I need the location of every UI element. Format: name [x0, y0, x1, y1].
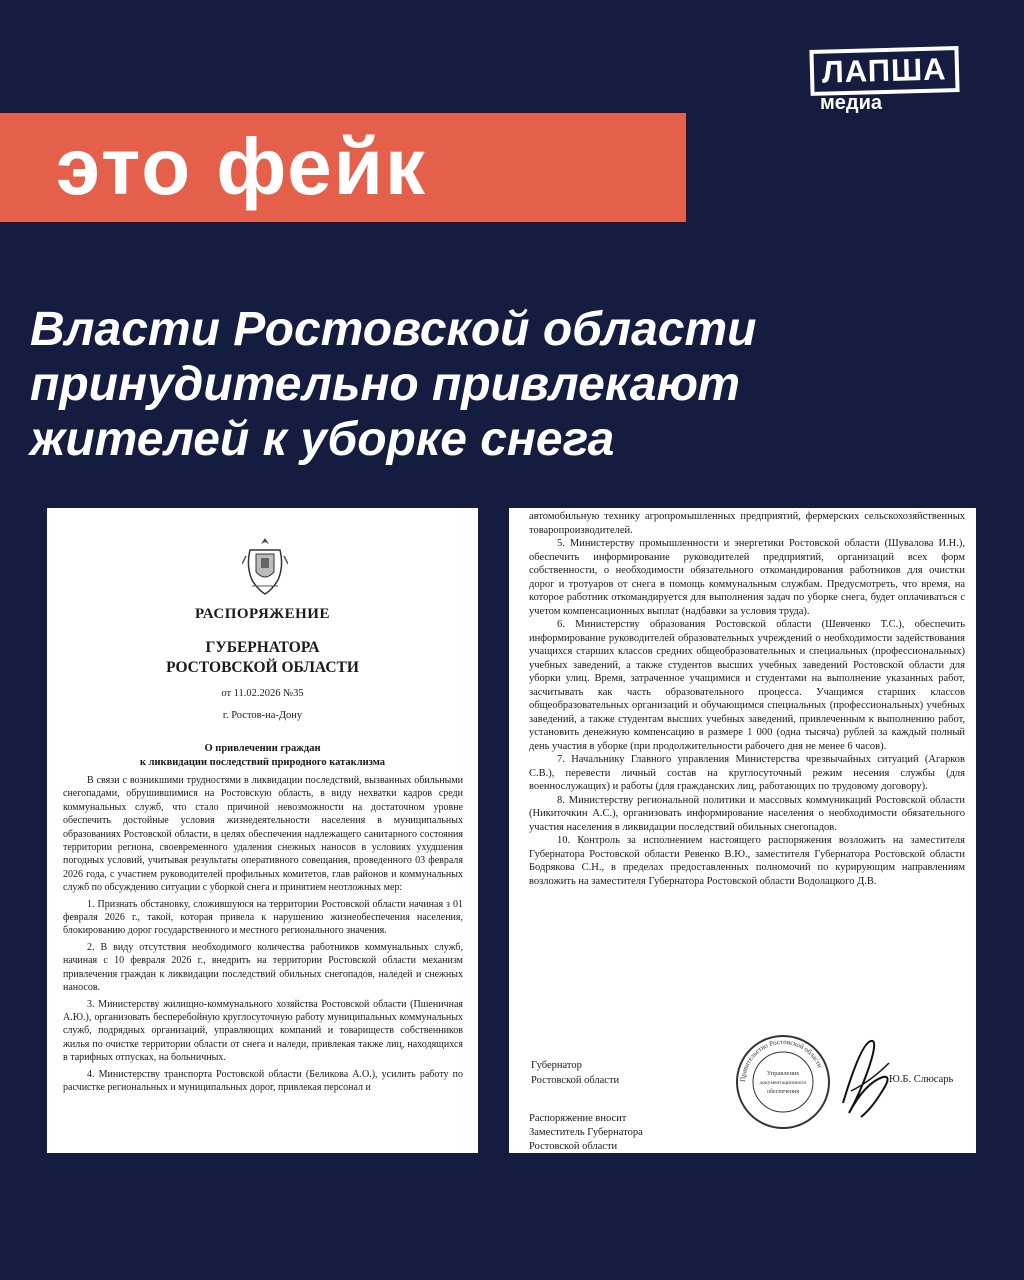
document-paragraph: 2. В виду отсутствия необходимого количества работников коммунальных служб, начиная с 10 февраля 2026 г., внедрить на территории Ростовской области механизм привлечения граждан к ликвидации последствий обильных снегопадов, наледей и снежных наносов. [63, 941, 463, 994]
seal-center-line: документационного [759, 1080, 807, 1086]
document-page-1 [47, 508, 478, 1153]
document-paragraph: 1. Признать обстановку, сложившуюся на территории Ростовской области начиная з 01 февраля 2026 г., такой, которая привела к нарушению жизнеобеспечения населения, блокированию дорог государственного и местного регионального значения. [63, 898, 463, 937]
seal-center-line: обеспечения [766, 1089, 800, 1095]
fake-banner [0, 113, 686, 222]
document-body [63, 774, 463, 1097]
document-date: от 11.02.2026 №35 [221, 688, 304, 699]
coat-of-arms-icon [242, 536, 288, 596]
document-footer [529, 1112, 643, 1153]
document-paragraph: 3. Министерству жилищно-коммунального хозяйства Ростовской области (Пшеничная А.Ю.), организовать бесперебойную круглосуточную работу муниципальных коммунальных служб, подрядных организаций, управляющих компаний и товариществ собственников жилья по очистке территории области от снега и наледи, привлекая также лиц, находящихся в тарифных отпусках, на больничных. [63, 998, 463, 1064]
seal-center-line: Управление [766, 1070, 800, 1077]
lapsha-media-logo [810, 48, 988, 120]
document-title: РАСПОРЯЖЕНИЕ [195, 606, 330, 622]
signatory-title [531, 1058, 619, 1088]
document-paragraph: 5. Министерству промышленности и энергетики Ростовской области (Шувалова И.Н.), обеспечить информирование руководителей предприятий, организаций всех форм собственности, о необходимости обязательного откомандирования работников для очистки дорог и тротуаров от снега в помощь коммунальным службам. Предусмотреть, что время, на которое работник откомандируется для выполнения задач по уборке снега, будет оплачиваться с учетом компенсационных выплат (надбавки за условия труда). [529, 538, 965, 617]
subject-line: к ликвидации последствий природного катаклизма [139, 757, 386, 768]
document-body [529, 510, 965, 888]
footer-line: Ростовской области [529, 1141, 618, 1152]
footer-line: Распоряжение вносит [529, 1113, 627, 1124]
headline-line: принудительно привлекают [30, 358, 741, 411]
headline-line: Власти Ростовской области [30, 303, 757, 356]
logo-main-text: ЛАПША [809, 46, 959, 96]
document-page-2 [509, 508, 976, 1153]
seal-ring-text: Правительство Ростовской области [738, 1037, 824, 1083]
document-paragraph: В связи с возникшими трудностями в ликвидации последствий, вызванных обильными снегопадами, обрушившимися на Ростовскую область, в виду нехватки кадров среди коммунальных служб, что стало причиной невозможности на достаточном уровне обеспечить достойные условия жизнедеятельности населения в муниципальных образованиях Ростовской области, в целях обеспечения надлежащего санитарного состояния территории региона, своевременного удаления снежных наносов в условиях ухудшения погодных условий, учитывая результаты оперативного совещания, проведенного 03 февраля 2026 года, с участием руководителей профильных комитетов, глав районов и коммунальных служб по обсуждению ситуации с уборкой снега и принятием неотложных мер: [63, 775, 463, 894]
official-seal-icon [734, 1033, 832, 1131]
signatory-title-line: Губернатор [531, 1060, 582, 1071]
document-subject [47, 742, 478, 770]
headline [30, 302, 990, 467]
signatory-title-line: Ростовской области [531, 1075, 620, 1086]
document-paragraph: 7. Начальнику Главного управления Министерства чрезвычайных ситуаций (Агарков С.В.), перевести личный состав на круглосуточный режим несения службы (для военнослужащих) и работы (для гражданских лиц, работающих по трудовому договору). [529, 754, 965, 792]
document-paragraph: автомобильную технику агропромышленных предприятий, фермерских сельскохозяйственных товаропроизводителей. [529, 511, 965, 536]
fake-label: это фейк [56, 122, 427, 211]
document-paragraph: 10. Контроль за исполнением настоящего распоряжения возложить на заместителя Губернатора Ростовской области Ревенко В.Ю., заместителя Губернатора Ростовской области Бодрякова С.Н., в пределах предоставленных полномочий по курирующим направлениям возложить на заместителя Губернатора Ростовской области Водолацкого Д.В. [529, 835, 965, 887]
document-authority [47, 638, 478, 678]
document-paragraph: 4. Министерству транспорта Ростовской области (Беликова А.О.), усилить работу по расчистке региональных и муниципальных дорог, привлекая персонал и [63, 1068, 463, 1093]
footer-line: Заместитель Губернатора [529, 1127, 643, 1138]
subject-line: О привлечении граждан [204, 743, 321, 754]
authority-line: РОСТОВСКОЙ ОБЛАСТИ [166, 659, 359, 676]
document-paragraph: 6. Министерству образования Ростовской области (Шевченко Т.С.), обеспечить информирование руководителей образовательных учреждений о необходимости задействования учащихся старших классов средних общеобразовательных и специальных (профессиональных) учебных заведений, а также студентов высших учебных заведений Ростовской области для уборки улиц. Время, затраченное учащимися и студентами на выполнение указанных работ, засчитывать как часть образовательного процесса. Учащимся старших классов общеобразовательных организаций и обучающимся специальных (профессиональных) учебных заведений, а также студентам высших учебных заведений, привлеченным к выполнению работ, установить денежную компенсацию в размере 1 000 (одна тысяча) рублей за каждый полный день участия в уборке (при продолжительности рабочего дня не менее 6 часов). [529, 619, 965, 752]
authority-line: ГУБЕРНАТОРА [205, 639, 320, 656]
document-city: г. Ростов-на-Дону [222, 710, 303, 721]
headline-line: жителей к уборке снега [30, 413, 615, 466]
document-paragraph: 8. Министерству региональной политики и массовых коммуникаций Ростовской области (Никиточкин А.С.), организовать информирование населения о необходимости обязательного участия населения в ликвидации последствий обильных снегопадов. [529, 794, 965, 833]
logo-sub-text: медиа [820, 92, 883, 114]
signatory-name: Ю.Б. Слюсарь [889, 1074, 954, 1085]
